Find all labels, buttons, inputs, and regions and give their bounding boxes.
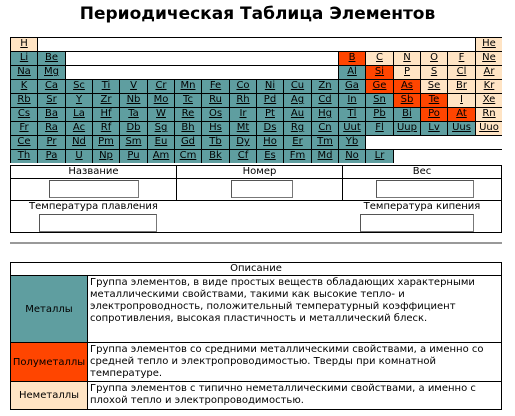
element-cd[interactable]: Cd [312,94,338,107]
element-ni[interactable]: Ni [257,80,283,93]
element-ne[interactable]: Ne [476,52,502,65]
element-rb[interactable]: Rb [11,94,37,107]
legend-category-metals: Металлы [11,276,88,342]
element-ag[interactable]: Ag [284,94,311,107]
element-ho[interactable]: Ho [257,136,283,149]
legend-category-nonmetals: Неметаллы [11,382,88,409]
element-ru[interactable]: Ru [202,94,229,107]
element-pr[interactable]: Pr [38,136,65,149]
element-gd[interactable]: Gd [175,136,201,149]
element-ar[interactable]: Ar [476,66,502,79]
boiling-label: Температура кипения [363,201,481,212]
element-pu[interactable]: Pu [120,150,147,163]
element-ta[interactable]: Ta [120,108,147,121]
element-nd[interactable]: Nd [66,136,92,149]
element-rg[interactable]: Rg [284,122,311,135]
element-am[interactable]: Am [148,150,174,163]
page-title: Периодическая Таблица Элементов [79,4,436,24]
element-at[interactable]: At [448,108,475,121]
element-rh[interactable]: Rh [230,94,256,107]
element-b[interactable]: B [339,52,365,65]
element-db[interactable]: Db [120,122,147,135]
element-ca[interactable]: Ca [38,80,65,93]
element-hg[interactable]: Hg [312,108,338,121]
element-rn[interactable]: Rn [476,108,502,121]
element-h[interactable]: H [11,38,37,51]
element-co[interactable]: Co [230,80,256,93]
element-dy[interactable]: Dy [230,136,256,149]
element-te[interactable]: Te [421,94,447,107]
element-ir[interactable]: Ir [230,108,256,121]
element-ra[interactable]: Ra [38,122,65,135]
name-label: Название [68,166,119,177]
element-tc[interactable]: Tc [175,94,201,107]
element-fl[interactable]: Fl [366,122,393,135]
element-cl[interactable]: Cl [448,66,475,79]
empty-region [66,52,338,65]
element-nb[interactable]: Nb [120,94,147,107]
element-na[interactable]: Na [11,66,37,79]
element-fe[interactable]: Fe [202,80,229,93]
weight-field[interactable] [376,180,474,198]
boiling-field[interactable] [360,214,474,232]
info-row-divider [11,178,501,179]
element-si[interactable]: Si [366,66,393,79]
element-cs[interactable]: Cs [11,108,37,121]
element-n[interactable]: N [394,52,420,65]
element-au[interactable]: Au [284,108,311,121]
element-th[interactable]: Th [11,150,37,163]
element-be[interactable]: Be [38,52,65,65]
element-i[interactable]: I [448,94,475,107]
element-kr[interactable]: Kr [476,80,502,93]
element-pm[interactable]: Pm [93,136,119,149]
element-ba[interactable]: Ba [38,108,65,121]
element-uut[interactable]: Uut [339,122,365,135]
element-ga[interactable]: Ga [339,80,365,93]
element-cr[interactable]: Cr [148,80,174,93]
element-y[interactable]: Y [66,94,92,107]
element-ac[interactable]: Ac [66,122,92,135]
name-field[interactable] [49,180,139,198]
melting-field[interactable] [39,214,157,232]
element-cm[interactable]: Cm [175,150,201,163]
weight-label: Вес [412,166,432,177]
element-la[interactable]: La [66,108,92,121]
element-o[interactable]: O [421,52,447,65]
element-zr[interactable]: Zr [93,94,119,107]
element-se[interactable]: Se [421,80,447,93]
element-lr[interactable]: Lr [366,150,393,163]
element-sn[interactable]: Sn [366,94,393,107]
element-er[interactable]: Er [284,136,311,149]
element-uup[interactable]: Uup [394,122,420,135]
number-label: Номер [242,166,277,177]
element-w[interactable]: W [148,108,174,121]
element-no[interactable]: No [339,150,365,163]
empty-region [66,66,338,79]
element-ti[interactable]: Ti [93,80,119,93]
element-md[interactable]: Md [312,150,338,163]
element-p[interactable]: P [394,66,420,79]
element-ge[interactable]: Ge [366,80,393,93]
element-cn[interactable]: Cn [312,122,338,135]
element-fr[interactable]: Fr [11,122,37,135]
legend-category-metalloids: Полуметаллы [11,343,88,381]
number-field[interactable] [231,180,293,198]
legend-description-nonmetals: Группа элементов с типично неметаллическими свойствами, а именно с плохой тепло и электропроводимостью. [90,383,476,406]
element-lv[interactable]: Lv [421,122,447,135]
element-tb[interactable]: Tb [202,136,229,149]
element-bh[interactable]: Bh [175,122,201,135]
element-mg[interactable]: Mg [38,66,65,79]
element-bk[interactable]: Bk [202,150,229,163]
element-pd[interactable]: Pd [257,94,283,107]
element-bi[interactable]: Bi [394,108,420,121]
melting-label: Температура плавления [29,201,158,212]
empty-region [394,150,502,163]
element-fm[interactable]: Fm [284,150,311,163]
element-mn[interactable]: Mn [175,80,201,93]
empty-region [366,136,502,149]
element-he[interactable]: He [476,38,502,51]
element-as[interactable]: As [394,80,420,93]
periodic-table [10,37,502,163]
element-rf[interactable]: Rf [93,122,119,135]
element-ds[interactable]: Ds [257,122,283,135]
element-xe[interactable]: Xe [476,94,502,107]
element-c[interactable]: C [366,52,393,65]
element-mo[interactable]: Mo [148,94,174,107]
element-sb[interactable]: Sb [394,94,420,107]
element-hf[interactable]: Hf [93,108,119,121]
element-sr[interactable]: Sr [38,94,65,107]
element-uus[interactable]: Uus [448,122,475,135]
element-s[interactable]: S [421,66,447,79]
element-po[interactable]: Po [421,108,447,121]
element-tl[interactable]: Tl [339,108,365,121]
legend-table [10,262,502,410]
element-tm[interactable]: Tm [312,136,338,149]
legend-description-metalloids: Группа элементов со средними металлическими свойствами, а именно со средней тепло и электропроводимостью. Тверды при комнатной температуре. [90,344,484,379]
element-pa[interactable]: Pa [38,150,65,163]
legend-description-metals: Группа элементов, в виде простых веществ обладающих характерными металлическими свойствами, такими как высокие тепло- и электропроводность, положительный температурный коэффициент сопротивления, высокая пластичность и металлический блеск. [90,277,475,324]
element-sc[interactable]: Sc [66,80,92,93]
element-os[interactable]: Os [202,108,229,121]
empty-region [38,38,475,51]
element-info-panel [10,165,502,233]
element-uuo[interactable]: Uuo [476,122,502,135]
legend-header: Описание [11,263,501,276]
element-f[interactable]: F [448,52,475,65]
element-in[interactable]: In [339,94,365,107]
element-cu[interactable]: Cu [284,80,311,93]
element-sg[interactable]: Sg [148,122,174,135]
element-zn[interactable]: Zn [312,80,338,93]
element-v[interactable]: V [120,80,147,93]
element-br[interactable]: Br [448,80,475,93]
element-ce[interactable]: Ce [11,136,37,149]
element-al[interactable]: Al [339,66,365,79]
separator-line [10,242,502,244]
element-es[interactable]: Es [257,150,283,163]
element-li[interactable]: Li [11,52,37,65]
element-cf[interactable]: Cf [230,150,256,163]
element-eu[interactable]: Eu [148,136,174,149]
element-pb[interactable]: Pb [366,108,393,121]
element-sm[interactable]: Sm [120,136,147,149]
element-k[interactable]: K [11,80,37,93]
element-re[interactable]: Re [175,108,201,121]
element-pt[interactable]: Pt [257,108,283,121]
element-mt[interactable]: Mt [230,122,256,135]
element-u[interactable]: U [66,150,92,163]
element-hs[interactable]: Hs [202,122,229,135]
element-yb[interactable]: Yb [339,136,365,149]
element-np[interactable]: Np [93,150,119,163]
